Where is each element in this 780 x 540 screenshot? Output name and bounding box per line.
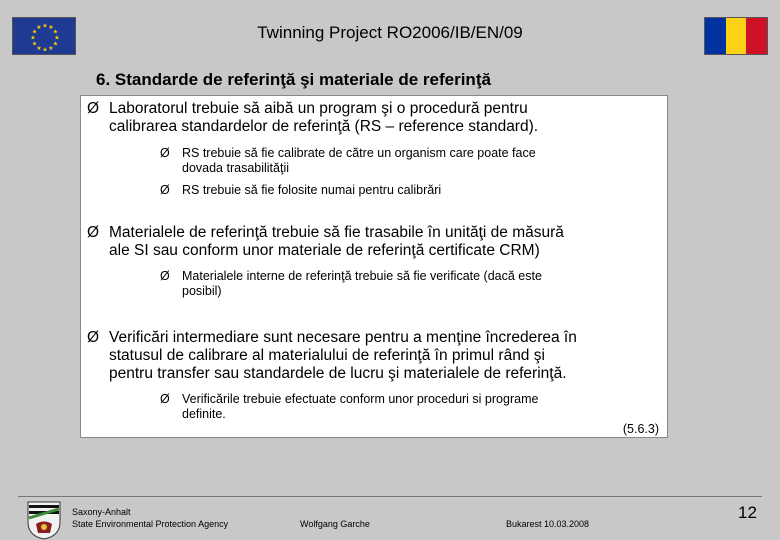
header-bar — [0, 14, 780, 56]
eu-star-icon: ★ — [52, 29, 59, 36]
eu-star-icon: ★ — [42, 47, 48, 54]
sub-bullet-text — [182, 146, 536, 176]
bullet-line: Verificări intermediare sunt necesare pentru a menţine încrederea în — [109, 329, 577, 346]
footer-org-name: Saxony-Anhalt — [72, 507, 131, 517]
sub-bullet-line: Verificările trebuie efectuate conform unor proceduri si programe — [182, 392, 539, 406]
arrow-bullet-icon: Ø — [160, 146, 170, 160]
eu-star-icon: ★ — [42, 23, 48, 30]
sub-bullet-line: RS trebuie să fie calibrate de către un organism care poate face — [182, 146, 536, 160]
arrow-bullet-icon: Ø — [87, 224, 100, 241]
bullet-line: Materialele de referinţă trebuie să fie trasabile în unităţi de măsură — [109, 224, 564, 241]
eu-star-icon: ★ — [48, 25, 54, 32]
bullet-2 — [87, 224, 564, 260]
eu-star-icon: ★ — [36, 25, 42, 32]
sub-bullet-line: Materialele interne de referinţă trebuie să fie verificate (dacă este — [182, 269, 542, 283]
standard-reference: (5.6.3) — [622, 422, 659, 436]
bullet-line: calibrarea standardelor de referinţă (RS – reference standard). — [109, 118, 539, 135]
bullet-text — [109, 100, 538, 136]
project-title: Twinning Project RO2006/IB/EN/09 — [257, 23, 523, 42]
saxony-anhalt-coat-of-arms-icon — [26, 500, 62, 540]
sub-bullet-1-2 — [160, 183, 441, 198]
sub-bullet-text — [182, 392, 538, 422]
footer-agency: State Environmental Protection Agency — [72, 519, 229, 529]
eu-star-icon: ★ — [52, 41, 59, 48]
footer-author: Wolfgang Garche — [300, 519, 370, 529]
footer-place-date: Bukarest 10.03.2008 — [506, 519, 590, 529]
sub-bullet-line: dovada trasabilităţii — [182, 161, 290, 175]
arrow-bullet-icon: Ø — [87, 329, 100, 346]
bullet-line: statusul de calibrare al materialului de referinţă în primul rând şi — [109, 347, 545, 364]
sub-bullet-2-1 — [160, 269, 542, 299]
flag-stripe-yellow — [726, 18, 747, 54]
eu-star-icon: ★ — [36, 45, 42, 52]
eu-star-icon: ★ — [30, 35, 36, 42]
arrow-bullet-icon: Ø — [160, 183, 170, 197]
sub-bullet-line: definite. — [182, 407, 226, 421]
arrow-bullet-icon: Ø — [160, 392, 170, 406]
romania-flag-icon — [704, 17, 768, 55]
slide-title: 6. Standarde de referinţă şi materiale de referinţă — [96, 70, 491, 89]
sub-bullet-text — [182, 183, 441, 198]
eu-star-icon: ★ — [54, 35, 60, 42]
content-box — [80, 95, 668, 438]
eu-star-icon: ★ — [31, 29, 38, 36]
sub-bullet-line: posibil) — [182, 284, 222, 298]
bullet-text — [109, 329, 577, 383]
bullet-line: Laboratorul trebuie să aibă un program şi o procedură pentru — [109, 100, 528, 117]
sub-bullet-line: RS trebuie să fie folosite numai pentru calibrări — [182, 183, 442, 197]
eu-star-icon: ★ — [48, 45, 54, 52]
bullet-3 — [87, 329, 577, 383]
sub-bullet-1-1 — [160, 146, 536, 176]
page-number: 12 — [738, 503, 757, 522]
bullet-line: ale SI sau conform unor materiale de referinţă certificate CRM) — [109, 242, 540, 259]
arrow-bullet-icon: Ø — [160, 269, 170, 283]
bullet-line: pentru transfer sau standardele de lucru şi materialele de referinţă. — [109, 365, 567, 382]
arrow-bullet-icon: Ø — [87, 100, 100, 117]
sub-bullet-text — [182, 269, 542, 299]
eu-star-icon: ★ — [31, 41, 38, 48]
sub-bullet-3-1 — [160, 392, 538, 422]
flag-stripe-red — [746, 18, 767, 54]
footer-divider — [18, 496, 762, 497]
flag-stripe-blue — [705, 18, 726, 54]
bullet-1 — [87, 100, 538, 136]
bullet-text — [109, 224, 564, 260]
